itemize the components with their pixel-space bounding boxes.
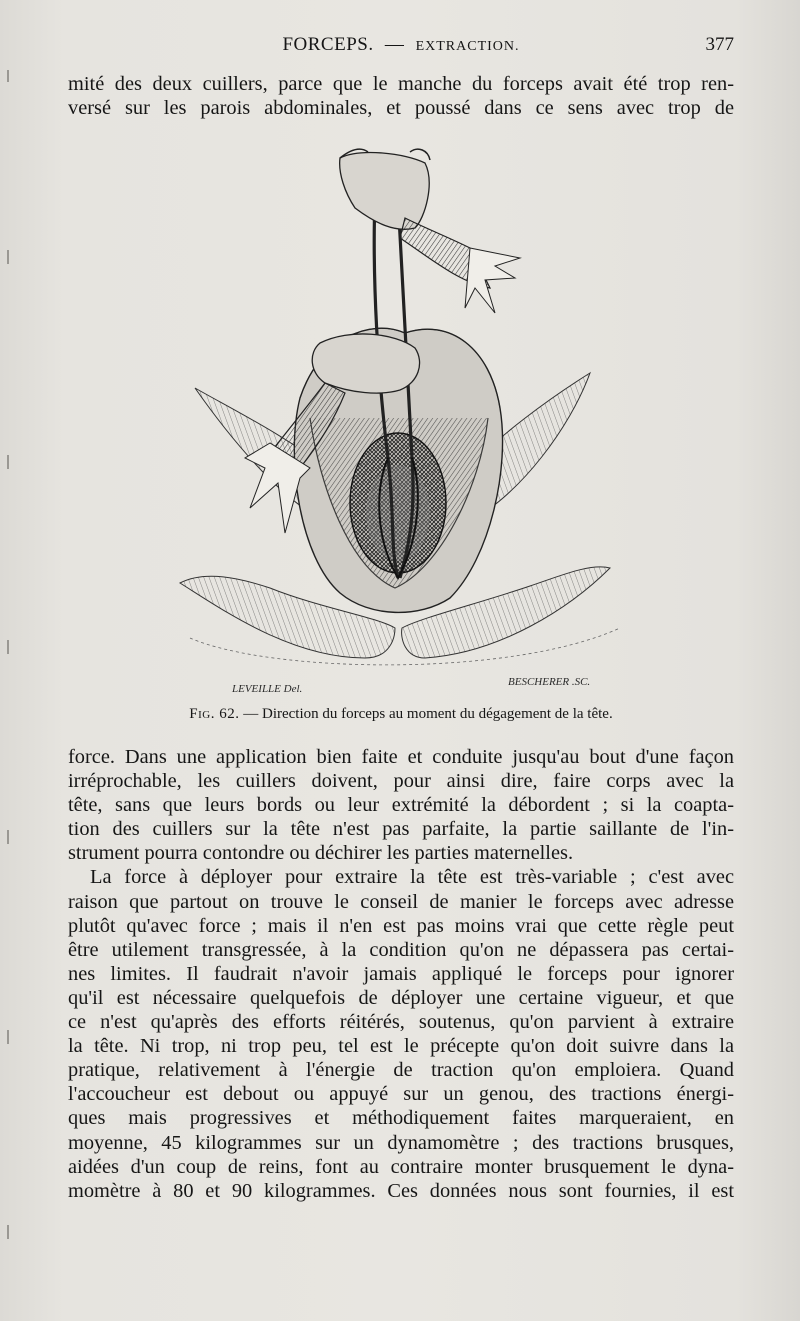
text-line: mité des deux cuillers, parce que le manche du forceps avait été trop ren- [68, 73, 734, 95]
text-line: nes limites. Il faudrait n'avoir jamais appliqué le forceps pour ignorer [68, 962, 734, 985]
page-number: 377 [705, 34, 734, 55]
section-title: EXTRACTION. [415, 39, 520, 54]
text-line: tion des cuillers sur la tête n'est pas parfaite, la partie saillante de l'in- [68, 818, 734, 841]
text-line: l'accoucheur est debout ou appuyé sur un genou, des tractions énergi- [68, 1083, 734, 1106]
top-paragraph [68, 72, 734, 120]
running-head [68, 34, 734, 64]
margin-mark [7, 455, 9, 469]
text-line: plutôt qu'avec force ; mais il n'en est pas moins vrai que cette règle peut [68, 914, 734, 937]
margin-mark [7, 70, 9, 82]
text-line: irréprochable, les cuillers doivent, pour ainsi dire, faire corps avec la [68, 770, 734, 793]
margin-mark [7, 640, 9, 654]
engraver-signature: BESCHERER .SC. [508, 676, 591, 688]
text-line: ce n'est qu'après des efforts réitérés, soutenus, qu'on parvient à extraire [68, 1011, 734, 1034]
text-line: ques mais progressives et méthodiquement faites marqueraient, en [68, 1107, 734, 1130]
text-line: La force à déployer pour extraire la tête est très-variable ; c'est avec [90, 866, 734, 889]
figure-label: Fig. 62. [189, 706, 240, 722]
forceps-illustration [150, 138, 640, 698]
caption-dash: — [243, 706, 259, 722]
text-line: momètre à 80 et 90 kilogrammes. Ces données nous sont fournies, il est [68, 1179, 734, 1202]
margin-mark [7, 1030, 9, 1044]
text-line: force. Dans une application bien faite et conduite jusqu'au bout d'une façon [68, 746, 734, 768]
artist-signature: LEVEILLE Del. [232, 683, 303, 695]
text-line: strument pourra contondre ou déchirer les parties maternelles. [68, 842, 574, 865]
margin-mark [7, 250, 9, 264]
text-line: raison que partout on trouve le conseil de manier le forceps avec adresse [68, 890, 734, 913]
text-line: la tête. Ni trop, ni trop peu, tel est le précepte qu'on doit suivre dans la [68, 1035, 734, 1058]
title-dash: — [384, 34, 405, 55]
text-line: pratique, relativement à l'énergie de traction qu'on emploiera. Quand [68, 1059, 734, 1082]
text-line: versé sur les parois abdominales, et poussé dans ce sens avec trop de [68, 97, 734, 120]
main-text [68, 745, 734, 1203]
upper-hand [340, 149, 520, 313]
text-line: tête, sans que leurs bords ou leur extrémité la débordent ; si la coapta- [68, 794, 734, 817]
caption-text: Direction du forceps au moment du dégagement de la tête. [261, 706, 613, 722]
text-line: aidées d'un coup de reins, font au contraire monter brusquement le dyna- [68, 1155, 734, 1178]
figure-caption [68, 706, 734, 723]
text-line: moyenne, 45 kilogrammes sur un dynamomètre ; des tractions brusques, [68, 1131, 734, 1154]
margin-mark [7, 830, 9, 844]
text-line: qu'il est nécessaire quelquefois de déployer une certaine vigueur, et que [68, 986, 734, 1009]
margin-mark [7, 1225, 9, 1239]
running-title [68, 34, 734, 56]
chapter-title: FORCEPS. [282, 34, 374, 55]
text-line: être utilement transgressée, à la condition qu'on ne dépassera pas certai- [68, 938, 734, 961]
